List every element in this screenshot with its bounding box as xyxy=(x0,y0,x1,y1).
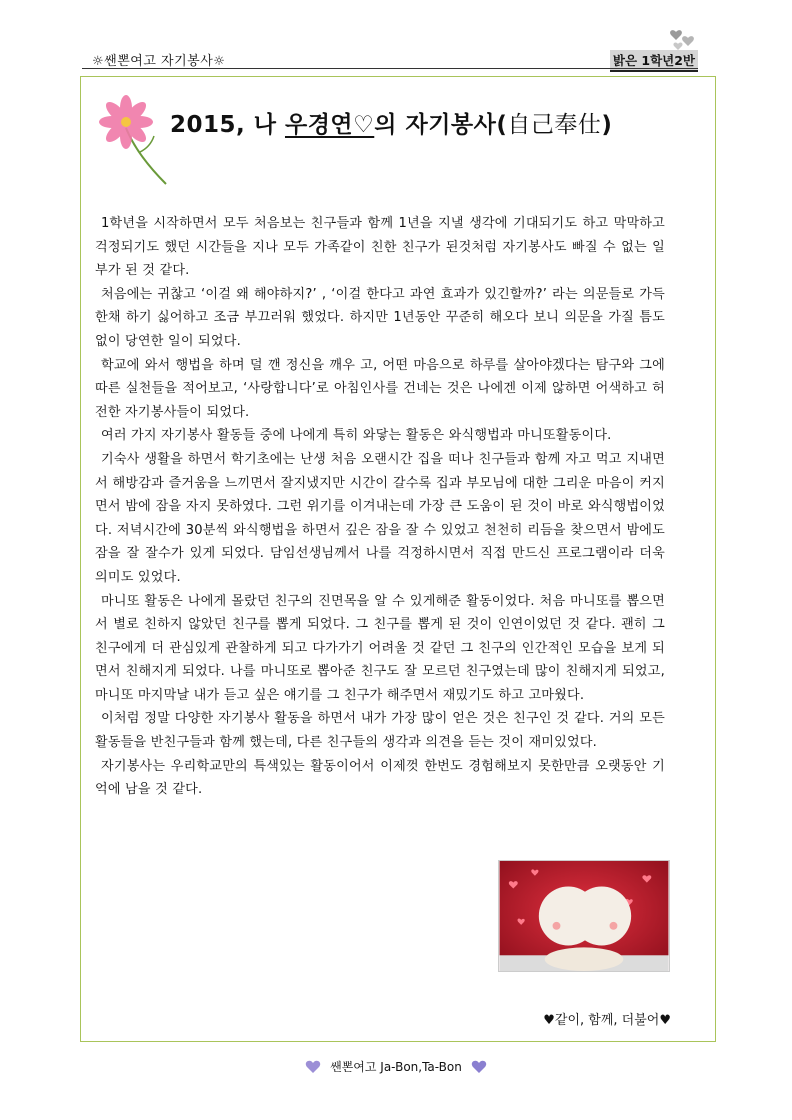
purple-heart-icon xyxy=(304,1059,322,1075)
title-hanja: 自己奉仕 xyxy=(507,112,602,138)
essay-body xyxy=(95,212,665,802)
footer xyxy=(0,1058,792,1075)
page-title xyxy=(170,106,612,139)
class-label: 밝은 1학년2반 xyxy=(610,50,698,72)
header-title: ☼쌘뽄여고 자기봉사☼ xyxy=(92,54,226,69)
paragraph: 이처럼 정말 다양한 자기봉사 활동을 하면서 내가 가장 많이 얻은 것은 친구인 것 같다. 거의 모든 활동들을 반친구들과 함께 했는데, 다른 친구들의 생각과 의견을 듣는 것이 재미있었다. xyxy=(95,711,665,751)
paragraph: 여러 가지 자기봉사 활동들 중에 나에게 특히 와닿는 활동은 와식행법과 마니또활동이다. xyxy=(101,428,612,444)
footer-text: 쌘뽄여고 Ja-Bon,Ta-Bon xyxy=(330,1060,462,1074)
cosmos-flower-icon xyxy=(96,88,176,186)
paragraph: 기숙사 생활을 하면서 학기초에는 난생 처음 오랜시간 집을 떠나 친구들과 함께 자고 먹고 지내면서 해방감과 즐거움을 느끼면서 잘지냈지만 시간이 갈수록 집과 부모님에 대한 그리운 마음이 커지면서 밤에 잠을 자지 못하였다. 그런 위기를 이겨내는데 가장 큰 도움이 된 것이 바로 와식행법이었다. 저녁시간에 30분씩 와식행법을 하면서 깊은 잠을 잘 수 있었고 천천히 리듬을 찾으면서 밤에도 잠을 잘 잘수가 있게 되었다. 담임선생님께서 나를 걱정하시면서 직접 만드신 프로그램이라 더욱 의미도 있었다. xyxy=(95,451,665,585)
signature-text: ♥같이, 함께, 더불어♥ xyxy=(543,1013,671,1028)
friends-illustration xyxy=(498,860,670,972)
paragraph: 학교에 와서 행법을 하며 덜 깬 정신을 깨우 고, 어떤 마음으로 하루를 살아야겠다는 탐구와 그에따른 실천들을 적어보고, ‘사랑합니다’로 아침인사를 건네는 것은 나에겐 이제 않하면 어색하고 허전한 자기봉사들이 되었다. xyxy=(95,357,665,420)
title-close: ) xyxy=(601,112,613,138)
paragraph: 마니또 활동은 나에게 몰랐던 친구의 진면목을 알 수 있게해준 활동이었다. 처음 마니또를 뽑으면서 별로 친하지 않았던 친구를 뽑게 되었다. 그 친구를 뽑게 된 것이 인연이었던 것 같다. 괜히 그 친구에게 더 관심있게 관찰하게 되고 다가가기 어려울 것 같던 그 친구의 인간적인 모습을 보게 되면서 친해지게 되었다. 나를 마니또로 뽑아준 친구도 잘 모르던 친구였는데 많이 친해지게 되었고, 마니또 마지막날 내가 듣고 싶은 얘기를 그 친구가 해주면서 재밌기도 하고 고마웠다. xyxy=(95,593,665,703)
title-suffix: 의 자기봉사( xyxy=(374,112,508,138)
title-name: 우경연♡ xyxy=(284,112,375,138)
paragraph: 1학년을 시작하면서 모두 처음보는 친구들과 함께 1년을 지낼 생각에 기대되기도 하고 막막하고 걱정되기도 했던 시간들을 지나 모두 가족같이 친한 친구가 된것처럼 자기봉사도 빠질 수 없는 일부가 된 것 같다. xyxy=(95,216,665,279)
paragraph: 처음에는 귀찮고 ‘이걸 왜 해야하지?’ , ‘이걸 한다고 과연 효과가 있긴할까?’ 라는 의문들로 가득한채 하기 싫어하고 조금 부끄러워 했었다. 하지만 1년동안 꾸준히 해오다 보니 의문을 가질 틈도 없이 당연한 일이 되었다. xyxy=(95,286,665,349)
purple-heart-icon xyxy=(470,1059,488,1075)
title-prefix: 2015, 나 xyxy=(170,112,285,138)
paragraph: 자기봉사는 우리학교만의 특색있는 활동이어서 이제껏 한번도 경험해보지 못한만큼 오랫동안 기억에 남을 것 같다. xyxy=(95,758,665,798)
gray-hearts-icon xyxy=(668,26,698,56)
header-divider xyxy=(82,68,698,69)
